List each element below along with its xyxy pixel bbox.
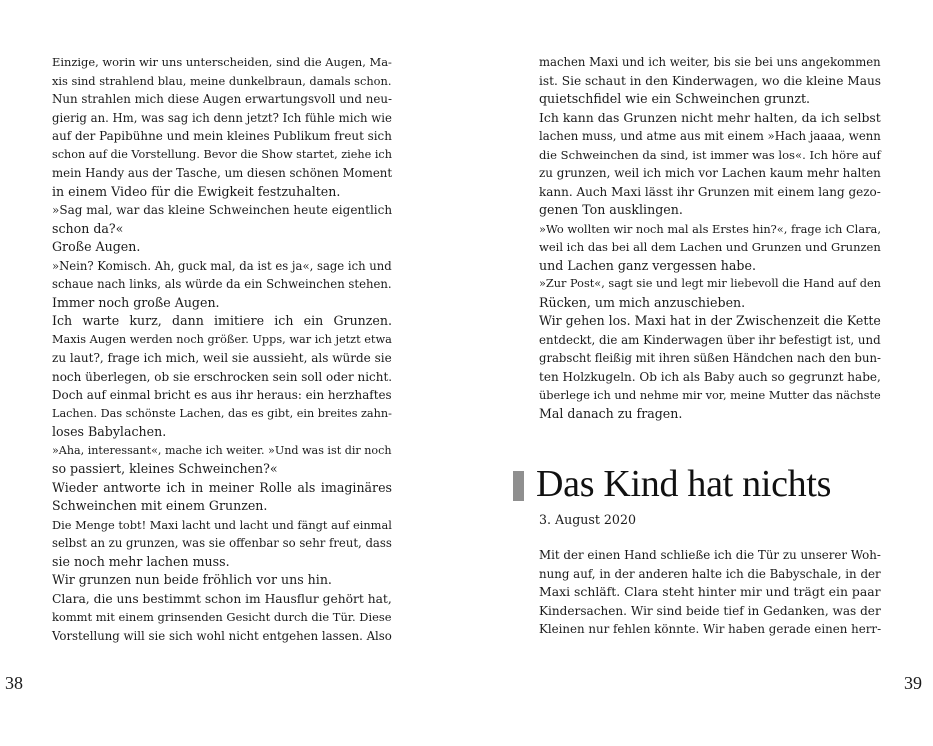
text-line: zu laut?, frage ich mich, weil sie aussieht, als würde sie [52,351,392,365]
right-page-text-bottom [539,546,881,639]
chapter-title: Das Kind hat nichts [536,463,832,505]
chapter-date: 3. August 2020 [539,512,636,527]
text-line: grabscht fleißig mit ihren süßen Händchen nach den bun- [539,351,881,365]
text-line: Einzige, worin wir uns unterscheiden, sind die Augen, Ma- [52,55,392,69]
text-line: Wir gehen los. Maxi hat in der Zwischenzeit die Kette [539,313,881,328]
text-line: »Zur Post«, sagt sie und legt mir liebevoll die Hand auf den [539,277,881,290]
text-line: schon auf die Vorstellung. Bevor die Show startet, ziehe ich [52,147,392,161]
text-line: Kleinen nur fehlen könnte. Wir haben gerade einen herr- [539,622,882,636]
text-line: und Lachen ganz vergessen habe. [539,257,756,273]
chapter-heading [513,462,831,506]
text-line: Wieder antworte ich in meiner Rolle als imaginäres [52,479,392,495]
text-line: auf der Papibühne und mein kleines Publikum freut sich [52,129,392,143]
text-line: »Aha, interessant«, mache ich weiter. »Und was ist dir noch [52,443,392,457]
text-line: machen Maxi und ich weiter, bis sie bei uns angekommen [539,55,881,69]
text-line: Rücken, um mich anzuschieben. [539,294,746,310]
text-line: überlege ich und nehme mir vor, meine Mutter das nächste [539,388,881,402]
text-line: Kindersachen. Wir sind beide tief in Gedanken, was der [539,603,881,618]
text-line: Wir grunzen nun beide fröhlich vor uns hin. [52,572,332,587]
text-line: kommt mit einem grinsenden Gesicht durch die Tür. Diese [52,610,392,624]
text-line: kann. Auch Maxi lässt ihr Grunzen mit einem lang gezo- [539,184,881,199]
text-line: xis sind strahlend blau, meine dunkelbraun, damals schon. [52,73,392,88]
text-line: Maxis Augen werden noch größer. Upps, war ich jetzt etwa [52,332,392,346]
text-line: Doch auf einmal bricht es aus ihr heraus: ein herzhaftes [52,388,392,402]
text-line: schaue nach links, als würde da ein Schweinchen stehen. [52,277,392,291]
text-line: entdeckt, die am Kinderwagen über ihr befestigt ist, und [539,332,881,347]
text-line: Clara, die uns bestimmt schon im Hausflur gehört hat, [52,591,392,606]
text-line: Die Menge tobt! Maxi lacht und lacht und fängt auf einmal [52,517,392,532]
text-line: »Wo wollten wir noch mal als Erstes hin?«, frage ich Clara, [539,221,881,236]
text-line: ist. Sie schaut in den Kinderwagen, wo die kleine Maus [539,73,882,88]
text-line: Vorstellung will sie sich wohl nicht entgehen lassen. Also [52,628,392,643]
text-line: Mit der einen Hand schließe ich die Tür zu unserer Woh- [539,548,881,562]
text-line: Lachen. Das schönste Lachen, das es gibt, ein breites zahn- [52,406,392,420]
text-line: gierig an. Hm, was sag ich denn jetzt? Ich fühle mich wie [52,110,392,125]
text-line: »Sag mal, war das kleine Schweinchen heute eigentlich [52,203,393,217]
text-line: Nun strahlen mich diese Augen erwartungsvoll und neu- [52,92,392,106]
text-line: lachen muss, und atme aus mit einem »Hach jaaaa, wenn [539,129,881,143]
left-page-text [52,53,392,645]
text-line: quietschfidel wie ein Schweinchen grunzt. [539,91,811,106]
left-page [0,0,466,746]
text-line: ten Holzkugeln. Ob ich als Baby auch so gegrunzt habe, [539,369,881,384]
text-line: Große Augen. [52,239,141,254]
text-line: loses Babylachen. [52,424,167,439]
text-line: noch überlegen, ob sie erschrocken sein soll oder nicht. [52,369,393,384]
text-line: weil ich das bei all dem Lachen und Grunzen und Grunzen [539,240,881,254]
right-page-number: 39 [904,673,922,693]
text-line: Schweinchen mit einem Grunzen. [52,498,268,513]
text-line: genen Ton ausklingen. [539,202,683,217]
text-line: zu grunzen, weil ich mich vor Lachen kaum mehr halten [539,166,881,180]
text-line: die Schweinchen da sind, ist immer was los«. Ich höre auf [539,147,881,162]
text-line: Ich warte kurz, dann imitiere ich ein Grunzen. [52,313,392,328]
text-line: selbst an zu grunzen, was sie offenbar so sehr freut, dass [52,536,392,550]
text-line: schon da?« [52,220,124,236]
heading-marker-bar [513,471,524,501]
text-line: »Nein? Komisch. Ah, guck mal, da ist es ja«, sage ich und [52,258,392,273]
text-line: so passiert, kleines Schweinchen?« [52,461,278,476]
right-page-text-top [539,53,881,423]
text-line: in einem Video für die Ewigkeit festzuhalten. [52,183,341,199]
left-page-number: 38 [5,673,23,693]
right-page [466,0,933,746]
text-line: mein Handy aus der Tasche, um diesen schönen Moment [52,166,393,180]
text-line: Mal danach zu fragen. [539,405,683,421]
text-line: nung auf, in der anderen halte ich die Babyschale, in der [539,566,881,581]
text-line: sie noch mehr lachen muss. [52,553,230,569]
text-line: Ich kann das Grunzen nicht mehr halten, da ich selbst [539,109,881,125]
text-line: Maxi schläft. Clara steht hinter mir und trägt ein paar [539,584,881,599]
text-line: Immer noch große Augen. [52,294,220,310]
